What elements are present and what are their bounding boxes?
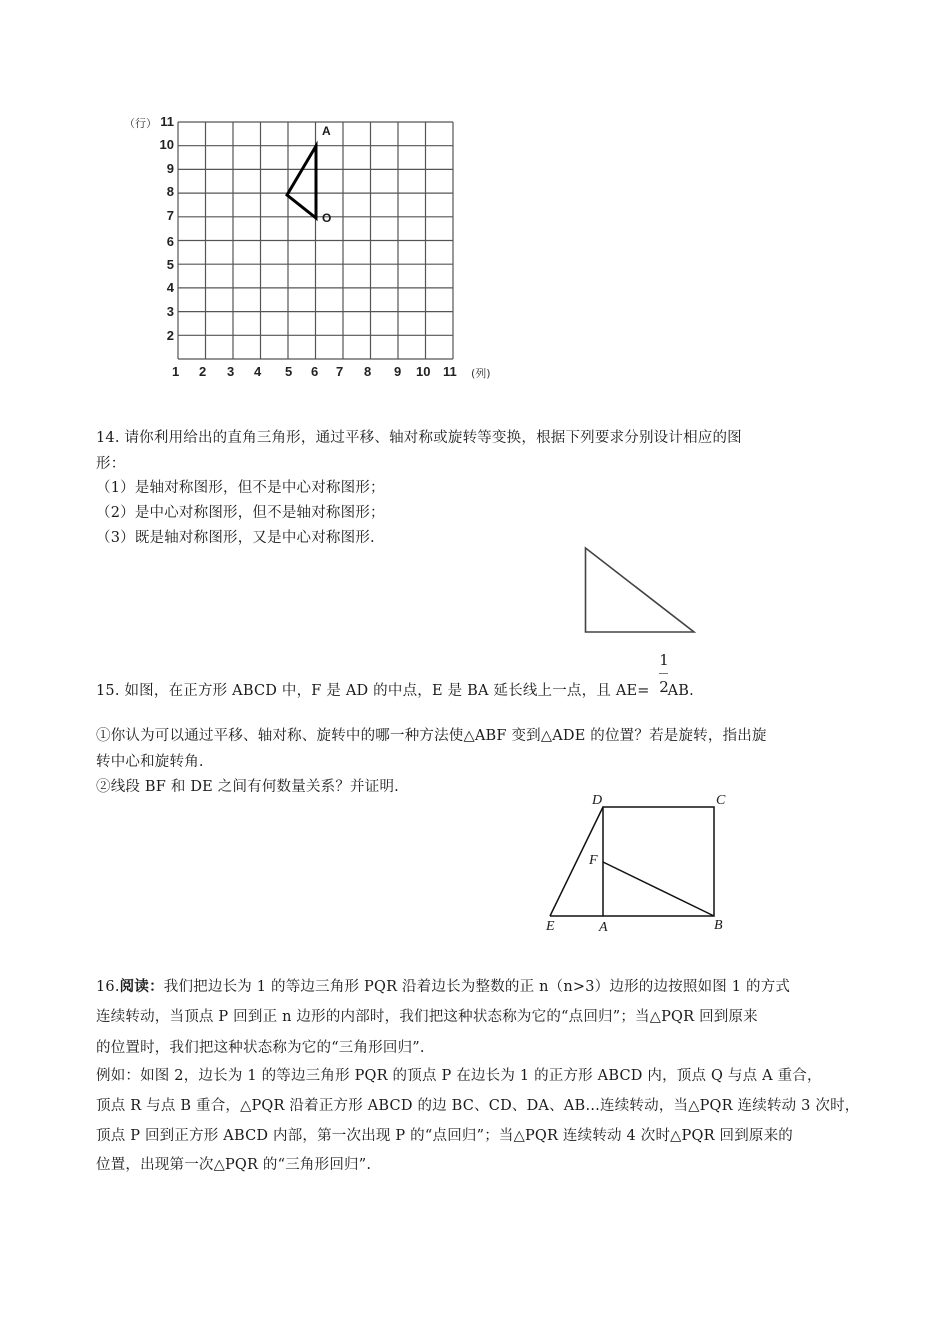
- row-label: 10: [159, 137, 174, 152]
- q15-stem-suffix: AB.: [667, 683, 694, 699]
- q15-part1-line1: ①你认为可以通过平移、轴对称、旋转中的哪一种方法使△ABF 变到△ADE 的位置？若是旋转，指出旋: [96, 728, 767, 744]
- q15-stem: [96, 681, 694, 701]
- label-f: F: [589, 853, 598, 868]
- point-a-label: A: [322, 124, 331, 138]
- q14-item-1: （1）是轴对称图形，但不是中心对称图形；: [96, 480, 385, 496]
- col-label: 7: [336, 364, 344, 379]
- q15-part2: ②线段 BF 和 DE 之间有何数量关系？并证明.: [96, 779, 399, 795]
- row-label: 3: [166, 304, 174, 319]
- col-label: 11: [443, 364, 457, 379]
- col-label: 9: [394, 364, 402, 379]
- col-label: 8: [364, 364, 372, 379]
- q16-bold-label: 阅读：: [119, 978, 164, 995]
- point-o-label: O: [322, 211, 332, 225]
- label-b: B: [714, 918, 723, 933]
- col-label: 2: [199, 364, 207, 379]
- q16-line1: [96, 977, 790, 997]
- q14-item-3: （3）既是轴对称图形，又是中心对称图形.: [96, 530, 375, 546]
- q16-line1-rest: 我们把边长为 1 的等边三角形 PQR 沿着边长为整数的正 n（n>3）边形的边按照如图 1 的方式: [163, 979, 791, 995]
- label-a: A: [599, 920, 608, 935]
- col-label: 5: [285, 364, 293, 379]
- row-label: 2: [166, 328, 174, 343]
- col-label: 1: [172, 364, 180, 379]
- right-triangle-figure: [0, 530, 950, 640]
- fraction-bar: [659, 673, 668, 674]
- q16-line7: 位置，出现第一次△PQR 的“三角形回归”.: [96, 1157, 372, 1173]
- col-label: 4: [254, 364, 262, 379]
- col-label: 6: [311, 364, 319, 379]
- row-label: 5: [166, 257, 174, 272]
- q14-stem-line1: 14. 请你利用给出的直角三角形，通过平移、轴对称或旋转等变换，根据下列要求分别设计相应的图: [96, 430, 742, 446]
- col-label: 10: [416, 364, 431, 379]
- q16-number: 16.: [96, 979, 120, 995]
- q14-stem-line2: 形：: [96, 456, 126, 472]
- row-label: 11: [160, 114, 174, 129]
- row-label: 4: [166, 280, 174, 295]
- q15-part1-line2: 转中心和旋转角.: [96, 754, 204, 770]
- q16-line3: 的位置时，我们把这种状态称为它的“三角形回归”.: [96, 1040, 425, 1056]
- q15-stem-prefix: 15. 如图，在正方形 ABCD 中，F 是 AD 的中点，E 是 BA 延长线上一点，且 AE=: [96, 683, 650, 699]
- q16-line6: 顶点 P 回到正方形 ABCD 内部，第一次出现 P 的“点回归”；当△PQR 连续转动 4 次时△PQR 回到原来的: [96, 1128, 793, 1144]
- q14-item-2: （2）是中心对称图形，但不是轴对称图形；: [96, 505, 385, 521]
- q16-line4: 例如：如图 2，边长为 1 的等边三角形 PQR 的顶点 P 在边长为 1 的正方形 ABCD 内，顶点 Q 与点 A 重合，: [96, 1068, 822, 1084]
- label-d: D: [592, 793, 603, 808]
- square-abcd-figure: [0, 790, 950, 950]
- fraction-numerator: 1: [659, 651, 669, 669]
- label-c: C: [716, 793, 726, 808]
- fraction-denominator: 2: [659, 678, 669, 696]
- q16-line2: 连续转动，当顶点 P 回到正 n 边形的内部时，我们把这种状态称为它的“点回归”；当△PQR 回到原来: [96, 1009, 758, 1025]
- label-e: E: [546, 919, 555, 934]
- row-label: 7: [166, 208, 174, 223]
- row-axis-label: （行）: [124, 117, 157, 130]
- q16-line5: 顶点 R 与点 B 重合，△PQR 沿着正方形 ABCD 的边 BC、CD、DA、AB…连续转动，当△PQR 连续转动 3 次时，: [96, 1098, 860, 1114]
- col-label: 3: [227, 364, 235, 379]
- row-label: 8: [166, 184, 174, 199]
- row-label: 9: [166, 161, 174, 176]
- row-label: 6: [166, 234, 174, 249]
- coordinate-grid-figure: [0, 0, 950, 400]
- col-axis-label: (列): [471, 367, 491, 380]
- grid-triangle: [287, 146, 316, 218]
